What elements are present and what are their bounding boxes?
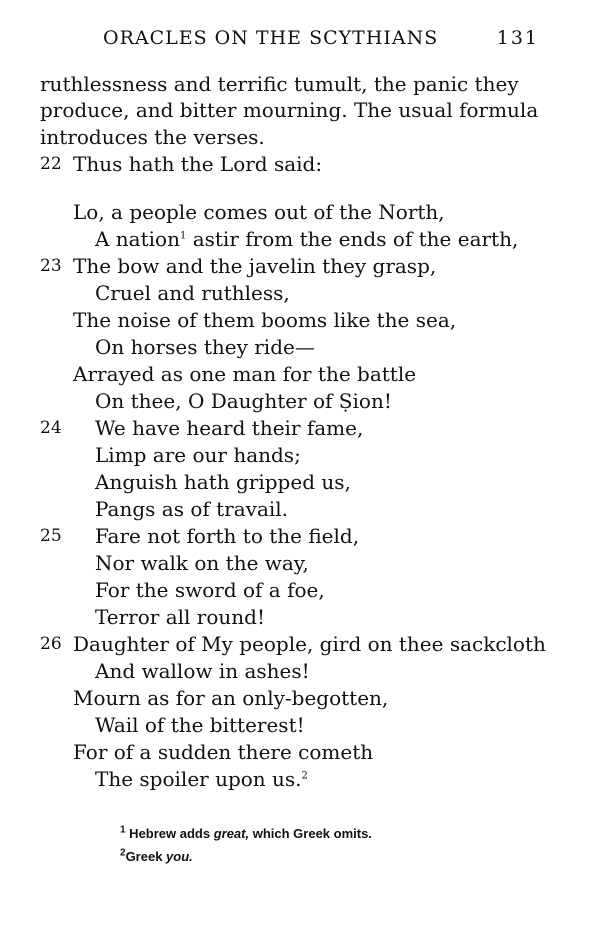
- prose-line: introduces the verses.: [40, 125, 265, 149]
- poem-line: Lo, a people comes out of the North,: [73, 200, 445, 224]
- footnote-2: [120, 845, 372, 868]
- page-number: 131: [496, 27, 539, 49]
- footnote-1: [120, 822, 372, 845]
- poem-line: Cruel and ruthless,: [95, 281, 290, 305]
- intro-line: Thus hath the Lord said:: [73, 152, 323, 176]
- poem-line: Daughter of My people, gird on thee sackcloth: [73, 632, 546, 656]
- poem-line: Fare not forth to the field,: [95, 524, 360, 548]
- poem-line: Pangs as of travail.: [95, 497, 289, 521]
- verse-number: 25: [40, 526, 62, 546]
- footnotes: [120, 822, 372, 868]
- prose-line: ruthlessness and terrific tumult, the panic they: [40, 72, 519, 96]
- footnote-emphasis: you.: [166, 849, 193, 864]
- footnote-ref: 2: [301, 770, 308, 782]
- verse-number: 26: [40, 634, 62, 654]
- prose-line: produce, and bitter mourning. The usual formula: [40, 98, 539, 122]
- verse-number: 22: [40, 154, 62, 174]
- poem-line: Nor walk on the way,: [95, 551, 309, 575]
- poem-line: Wail of the bitterest!: [95, 713, 305, 737]
- poem-line: And wallow in ashes!: [95, 659, 310, 683]
- footnote-text: which Greek omits.: [249, 826, 372, 841]
- poem-line: Mourn as for an only-begotten,: [73, 686, 389, 710]
- poem-line: Terror all round!: [95, 605, 265, 629]
- poem-text: The spoiler upon us.: [95, 767, 302, 791]
- poem-line: For of a sudden there cometh: [73, 740, 374, 764]
- footnote-ref: 1: [179, 230, 187, 242]
- running-title: ORACLES ON THE SCYTHIANS: [103, 27, 439, 49]
- footnote-mark: 1: [120, 824, 126, 836]
- footnote-text: Hebrew adds: [125, 826, 214, 841]
- poem-line: On thee, O Daughter of Ṣion!: [95, 389, 392, 413]
- poem-line: For the sword of a foe,: [95, 578, 325, 602]
- poem-line: Limp are our hands;: [95, 443, 301, 467]
- verse-number: 24: [40, 418, 62, 438]
- poem-line: Arrayed as one man for the battle: [73, 362, 417, 386]
- poem-line: The noise of them booms like the sea,: [73, 308, 457, 332]
- poem-line: [95, 766, 308, 792]
- footnote-emphasis: great,: [213, 826, 250, 841]
- poem-line: On horses they ride—: [95, 335, 315, 359]
- footnote-text: Greek: [125, 849, 167, 864]
- poem-line: [95, 226, 518, 252]
- running-head: [103, 27, 543, 53]
- verse-number: 23: [40, 256, 62, 276]
- poem-line: We have heard their fame,: [95, 416, 364, 440]
- poem-line: Anguish hath gripped us,: [95, 470, 351, 494]
- footnote-mark: 2: [120, 847, 126, 859]
- poem-text: astir from the ends of the earth,: [186, 227, 519, 251]
- poem-line: The bow and the javelin they grasp,: [73, 254, 437, 278]
- poem-text: A nation: [95, 227, 180, 251]
